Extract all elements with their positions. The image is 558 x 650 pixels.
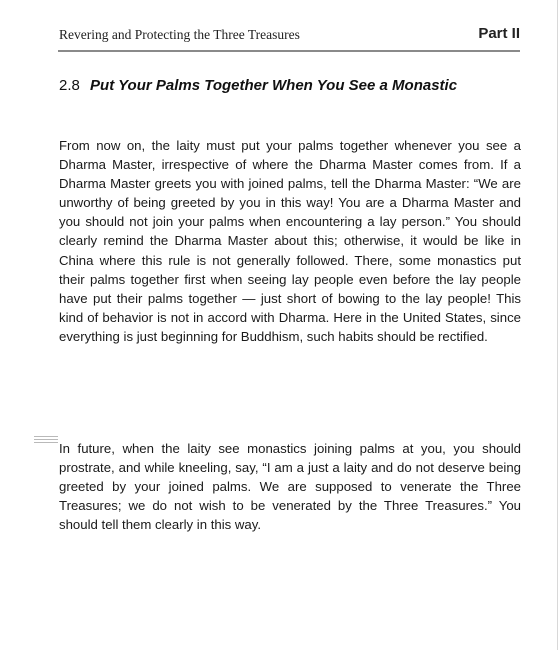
chapter-title: Revering and Protecting the Three Treasures [59, 27, 300, 42]
part-label: Part II [478, 25, 520, 42]
section-title: Put Your Palms Together When You See a Monastic [90, 77, 458, 94]
section-heading [59, 77, 457, 94]
running-header [58, 25, 520, 49]
body-paragraph-1: From now on, the laity must put your palms together whenever you see a Dharma Master, irrespective of where the Dharma Master comes from. If a Dharma Master greets you with joined palms, tell the Dharma Master: “We are unworthy of being greeted by you in this way! You are a Dharma Master and you should not join your palms when encountering a lay person.” You should clearly remind the Dharma Master about this; otherwise, it would be like in China where this rule is not generally followed. There, some monastics put their palms together first when seeing lay people even before the lay people have put their palms together — just short of bowing to the lay people! This kind of behavior is not in accord with Dharma. Here in the United States, since everything is just beginning for Buddhism, such habits should be rectified. [59, 138, 521, 344]
margin-note-icon [34, 436, 58, 447]
body-paragraph-2: In future, when the laity see monastics joining palms at you, you should prostrate, and while kneeling, say, “I am a just a laity and do not deserve being greeted by your joined palms. We are supposed to venerate the Three Treasures; we do not wish to be venerated by the Three Treasures.” You should tell them clearly in this way. [59, 441, 521, 533]
header-divider [58, 50, 520, 52]
section-number: 2.8 [59, 77, 80, 94]
